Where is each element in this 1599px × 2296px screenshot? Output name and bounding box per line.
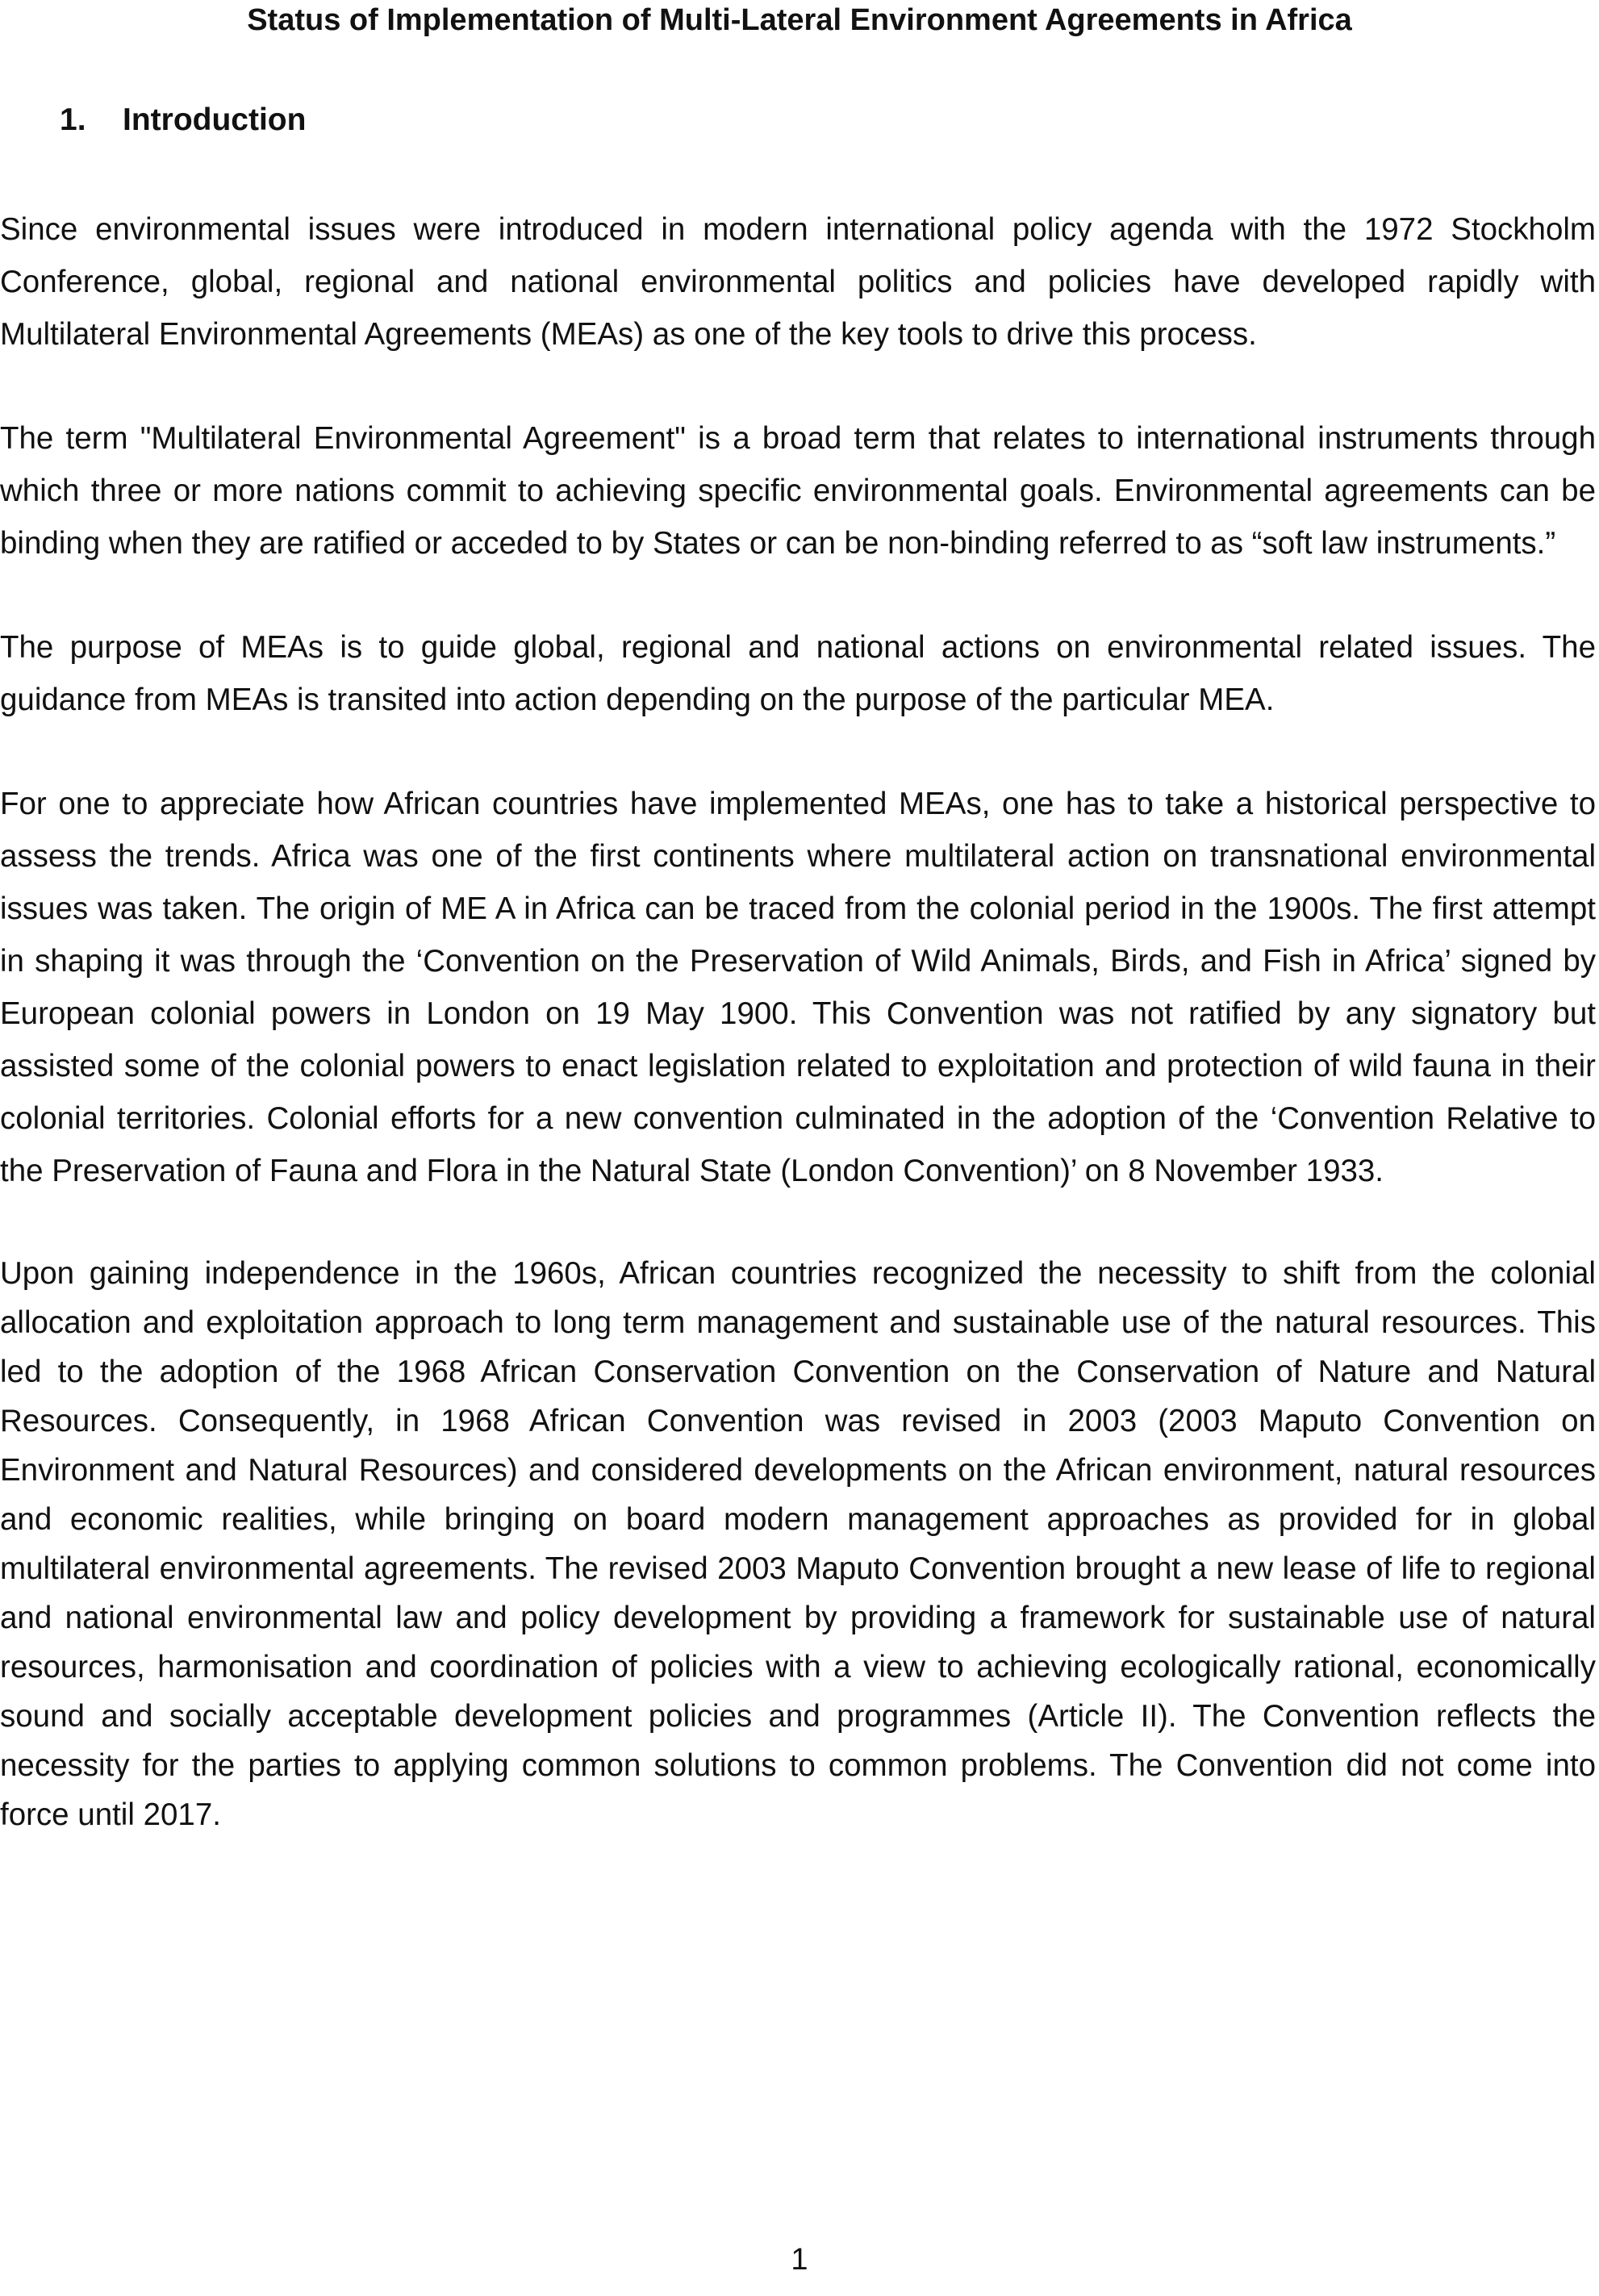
paragraph: Upon gaining independence in the 1960s, African countries recognized the necessity to shift from the colonial allocation and exploitation approach to long term management and sustainable use of the natural resources. This led to the adoption of the 1968 African Conservation Convention on the Conservation of Nature and Natural Resources. Consequently, in 1968 African Convention was revised in 2003 (2003 Maputo Convention on Environment and Natural Resources) and considered developments on the African environment, natural resources and economic realities, while bringing on board modern management approaches as provided for in global multilateral environmental agreements. The revised 2003 Maputo Convention brought a new lease of life to regional and national environmental law and policy development by providing a framework for sustainable use of natural resources, harmonisation and coordination of policies with a view to achieving ecologically rational, economically sound and socially acceptable development policies and programmes (Article II). The Convention reflects the necessity for the parties to applying common solutions to common problems. The Convention did not come into force until 2017. [0, 1256, 1596, 1832]
body-text [0, 203, 1596, 1891]
paragraph: For one to appreciate how African countries have implemented MEAs, one has to take a historical perspective to assess the trends. Africa was one of the first continents where multilateral action on transnational environmental issues was taken. The origin of ME A in Africa can be traced from the colonial period in the 1900s. The first attempt in shaping it was through the ‘Convention on the Preservation of Wild Animals, Birds, and Fish in Africa’ signed by European colonial powers in London on 19 May 1900. This Convention was not ratified by any signatory but assisted some of the colonial powers to enact legislation related to exploitation and protection of wild fauna in their colonial territories. Colonial efforts for a new convention culminated in the adoption of the ‘Convention Relative to the Preservation of Fauna and Flora in the Natural State (London Convention)’ on 8 November 1933. [0, 787, 1596, 1188]
section-title: Introduction [123, 102, 307, 137]
paragraph: The purpose of MEAs is to guide global, regional and national actions on environmental related issues. The guidance from MEAs is transited into action depending on the purpose of the particular MEA. [0, 630, 1596, 717]
document-title: Status of Implementation of Multi-Lateral Environment Agreements in Africa [247, 3, 1352, 37]
paragraph: Since environmental issues were introduced in modern international policy agenda with the 1972 Stockholm Conference, global, regional and national environmental politics and policies have developed rapidly with Multilateral Environmental Agreements (MEAs) as one of the key tools to drive this process. [0, 212, 1596, 352]
paragraph: The term "Multilateral Environmental Agreement" is a broad term that relates to international instruments through which three or more nations commit to achieving specific environmental goals. Environmental agreements can be binding when they are ratified or acceded to by States or can be non-binding referred to as “soft law instruments.” [0, 421, 1596, 561]
section-heading [60, 100, 306, 140]
section-number: 1. [60, 102, 86, 137]
page-number: 1 [791, 2243, 808, 2277]
